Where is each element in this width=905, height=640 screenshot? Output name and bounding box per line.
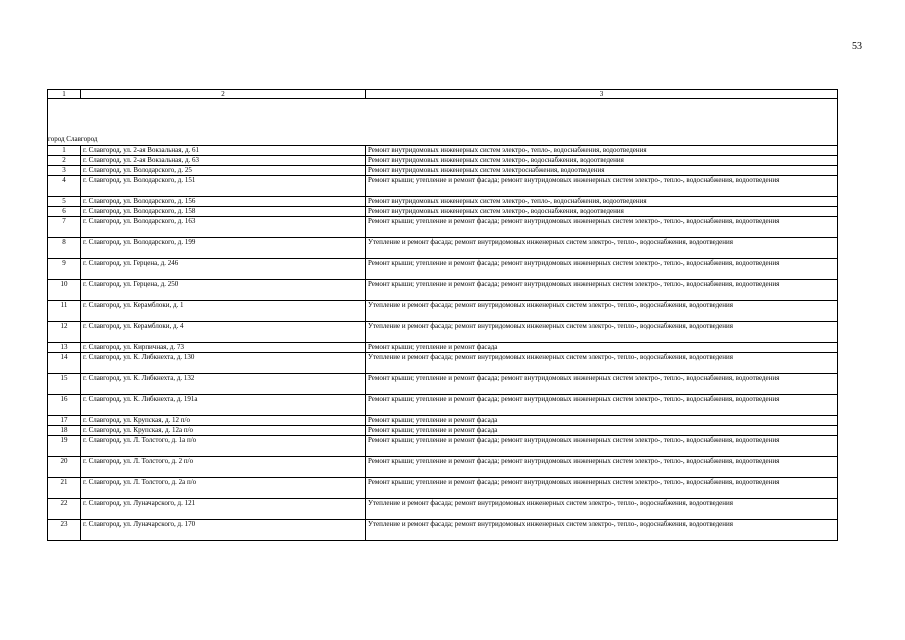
work-description-cell: Ремонт внутридомовых инженерных систем электро-, водоснабжения, водоотведения <box>366 156 838 166</box>
work-description-cell: Ремонт внутридомовых инженерных систем электро-, тепло-, водоснабжения, водоотведения <box>366 197 838 207</box>
row-number: 13 <box>48 343 81 353</box>
table-row <box>48 343 838 353</box>
address-cell: г. Славгород, ул. Керамблоки, д. 4 <box>81 322 366 343</box>
row-number: 12 <box>48 322 81 343</box>
work-description-cell: Ремонт крыши; утепление и ремонт фасада; ремонт внутридомовых инженерных систем электро-, тепло-, водоснабжения, водоотведения <box>366 478 838 499</box>
address-cell: г. Славгород, ул. Крупская, д. 12 п/о <box>81 416 366 426</box>
address-cell: г. Славгород, ул. Герцена, д. 250 <box>81 280 366 301</box>
table-row <box>48 374 838 395</box>
address-cell: г. Славгород, ул. К. Либкнехта, д. 132 <box>81 374 366 395</box>
work-description-cell: Ремонт крыши; утепление и ремонт фасада; ремонт внутридомовых инженерных систем электро-, тепло-, водоснабжения, водоотведения <box>366 176 838 197</box>
work-description-cell: Ремонт внутридомовых инженерных систем электро-, водоснабжения, водоотведения <box>366 207 838 217</box>
work-description-cell: Ремонт внутридомовых инженерных систем электро-, тепло-, водоснабжения, водоотведения <box>366 146 838 156</box>
address-cell: г. Славгород, ул. Володарского, д. 158 <box>81 207 366 217</box>
table-row <box>48 395 838 416</box>
table-row <box>48 238 838 259</box>
header-row <box>48 90 838 99</box>
address-cell: г. Славгород, ул. Луначарского, д. 121 <box>81 499 366 520</box>
work-description-cell: Утепление и ремонт фасада; ремонт внутридомовых инженерных систем электро-, тепло-, водоснабжения, водоотведения <box>366 520 838 541</box>
row-number: 22 <box>48 499 81 520</box>
work-description-cell: Утепление и ремонт фасада; ремонт внутридомовых инженерных систем электро-, тепло-, водоснабжения, водоотведения <box>366 322 838 343</box>
row-number: 18 <box>48 426 81 436</box>
table-row <box>48 426 838 436</box>
work-description-cell: Ремонт крыши; утепление и ремонт фасада; ремонт внутридомовых инженерных систем электро-, тепло-, водоснабжения, водоотведения <box>366 259 838 280</box>
table-row <box>48 217 838 238</box>
address-cell: г. Славгород, ул. Керамблоки, д. 1 <box>81 301 366 322</box>
table-row <box>48 197 838 207</box>
table-row <box>48 166 838 176</box>
address-cell: г. Славгород, ул. Володарского, д. 199 <box>81 238 366 259</box>
row-number: 3 <box>48 166 81 176</box>
address-cell: г. Славгород, ул. Володарского, д. 25 <box>81 166 366 176</box>
address-cell: г. Славгород, ул. Л. Толстого, д. 2а п/о <box>81 478 366 499</box>
row-number: 16 <box>48 395 81 416</box>
city-row <box>48 135 838 146</box>
row-number: 19 <box>48 436 81 457</box>
address-cell: г. Славгород, ул. К. Либкнехта, д. 191а <box>81 395 366 416</box>
work-description-cell: Ремонт крыши; утепление и ремонт фасада <box>366 416 838 426</box>
work-description-cell: Ремонт крыши; утепление и ремонт фасада; ремонт внутридомовых инженерных систем электро-, тепло-, водоснабжения, водоотведения <box>366 280 838 301</box>
table-row <box>48 499 838 520</box>
row-number: 8 <box>48 238 81 259</box>
row-number: 14 <box>48 353 81 374</box>
table-body <box>48 90 838 541</box>
row-number: 4 <box>48 176 81 197</box>
work-description-cell: Ремонт крыши; утепление и ремонт фасада <box>366 343 838 353</box>
table-row <box>48 478 838 499</box>
table-row <box>48 259 838 280</box>
address-cell: г. Славгород, ул. Володарского, д. 151 <box>81 176 366 197</box>
work-description-cell: Ремонт крыши; утепление и ремонт фасада <box>366 426 838 436</box>
work-description-cell: Утепление и ремонт фасада; ремонт внутридомовых инженерных систем электро-, тепло-, водоснабжения, водоотведения <box>366 499 838 520</box>
city-label: город Славгород <box>48 135 838 146</box>
address-cell: г. Славгород, ул. К. Либкнехта, д. 130 <box>81 353 366 374</box>
table-row <box>48 436 838 457</box>
address-cell: г. Славгород, ул. Крупская, д. 12а п/о <box>81 426 366 436</box>
work-description-cell: Ремонт крыши; утепление и ремонт фасада; ремонт внутридомовых инженерных систем электро-, тепло-, водоснабжения, водоотведения <box>366 436 838 457</box>
header-col-1: 1 <box>48 90 81 99</box>
row-number: 15 <box>48 374 81 395</box>
row-number: 10 <box>48 280 81 301</box>
address-cell: г. Славгород, ул. 2-ая Вокзальная, д. 63 <box>81 156 366 166</box>
work-description-cell: Ремонт крыши; утепление и ремонт фасада; ремонт внутридомовых инженерных систем электро-, тепло-, водоснабжения, водоотведения <box>366 457 838 478</box>
row-number: 7 <box>48 217 81 238</box>
row-number: 2 <box>48 156 81 166</box>
header-col-2: 2 <box>81 90 366 99</box>
row-number: 20 <box>48 457 81 478</box>
address-cell: г. Славгород, ул. Л. Толстого, д. 2 п/о <box>81 457 366 478</box>
address-cell: г. Славгород, ул. Кирпичная, д. 73 <box>81 343 366 353</box>
address-table <box>47 89 838 541</box>
address-cell: г. Славгород, ул. Володарского, д. 156 <box>81 197 366 207</box>
work-description-cell: Утепление и ремонт фасада; ремонт внутридомовых инженерных систем электро-, тепло-, водоснабжения, водоотведения <box>366 353 838 374</box>
row-number: 23 <box>48 520 81 541</box>
table-row <box>48 207 838 217</box>
table-row <box>48 457 838 478</box>
table-row <box>48 520 838 541</box>
address-cell: г. Славгород, ул. Луначарского, д. 170 <box>81 520 366 541</box>
table-row <box>48 176 838 197</box>
work-description-cell: Ремонт крыши; утепление и ремонт фасада; ремонт внутридомовых инженерных систем электро-, тепло-, водоснабжения, водоотведения <box>366 395 838 416</box>
address-cell: г. Славгород, ул. Л. Толстого, д. 1а п/о <box>81 436 366 457</box>
table-row <box>48 146 838 156</box>
table-row <box>48 322 838 343</box>
spacer-cell <box>48 99 838 136</box>
header-col-3: 3 <box>366 90 838 99</box>
address-cell: г. Славгород, ул. Герцена, д. 246 <box>81 259 366 280</box>
work-description-cell: Утепление и ремонт фасада; ремонт внутридомовых инженерных систем электро-, тепло-, водоснабжения, водоотведения <box>366 238 838 259</box>
row-number: 9 <box>48 259 81 280</box>
row-number: 17 <box>48 416 81 426</box>
row-number: 21 <box>48 478 81 499</box>
address-cell: г. Славгород, ул. 2-ая Вокзальная, д. 61 <box>81 146 366 156</box>
table-row <box>48 156 838 166</box>
spacer-row <box>48 99 838 136</box>
table-row <box>48 353 838 374</box>
row-number: 5 <box>48 197 81 207</box>
work-description-cell: Утепление и ремонт фасада; ремонт внутридомовых инженерных систем электро-, тепло-, водоснабжения, водоотведения <box>366 301 838 322</box>
address-cell: г. Славгород, ул. Володарского, д. 163 <box>81 217 366 238</box>
table-row <box>48 280 838 301</box>
row-number: 6 <box>48 207 81 217</box>
row-number: 1 <box>48 146 81 156</box>
row-number: 11 <box>48 301 81 322</box>
work-description-cell: Ремонт внутридомовых инженерных систем электроснабжения, водоотведения <box>366 166 838 176</box>
work-description-cell: Ремонт крыши; утепление и ремонт фасада; ремонт внутридомовых инженерных систем электро-, тепло-, водоснабжения, водоотведения <box>366 217 838 238</box>
table-row <box>48 301 838 322</box>
table-row <box>48 416 838 426</box>
page-number: 53 <box>852 41 862 52</box>
work-description-cell: Ремонт крыши; утепление и ремонт фасада; ремонт внутридомовых инженерных систем электро-, тепло-, водоснабжения, водоотведения <box>366 374 838 395</box>
